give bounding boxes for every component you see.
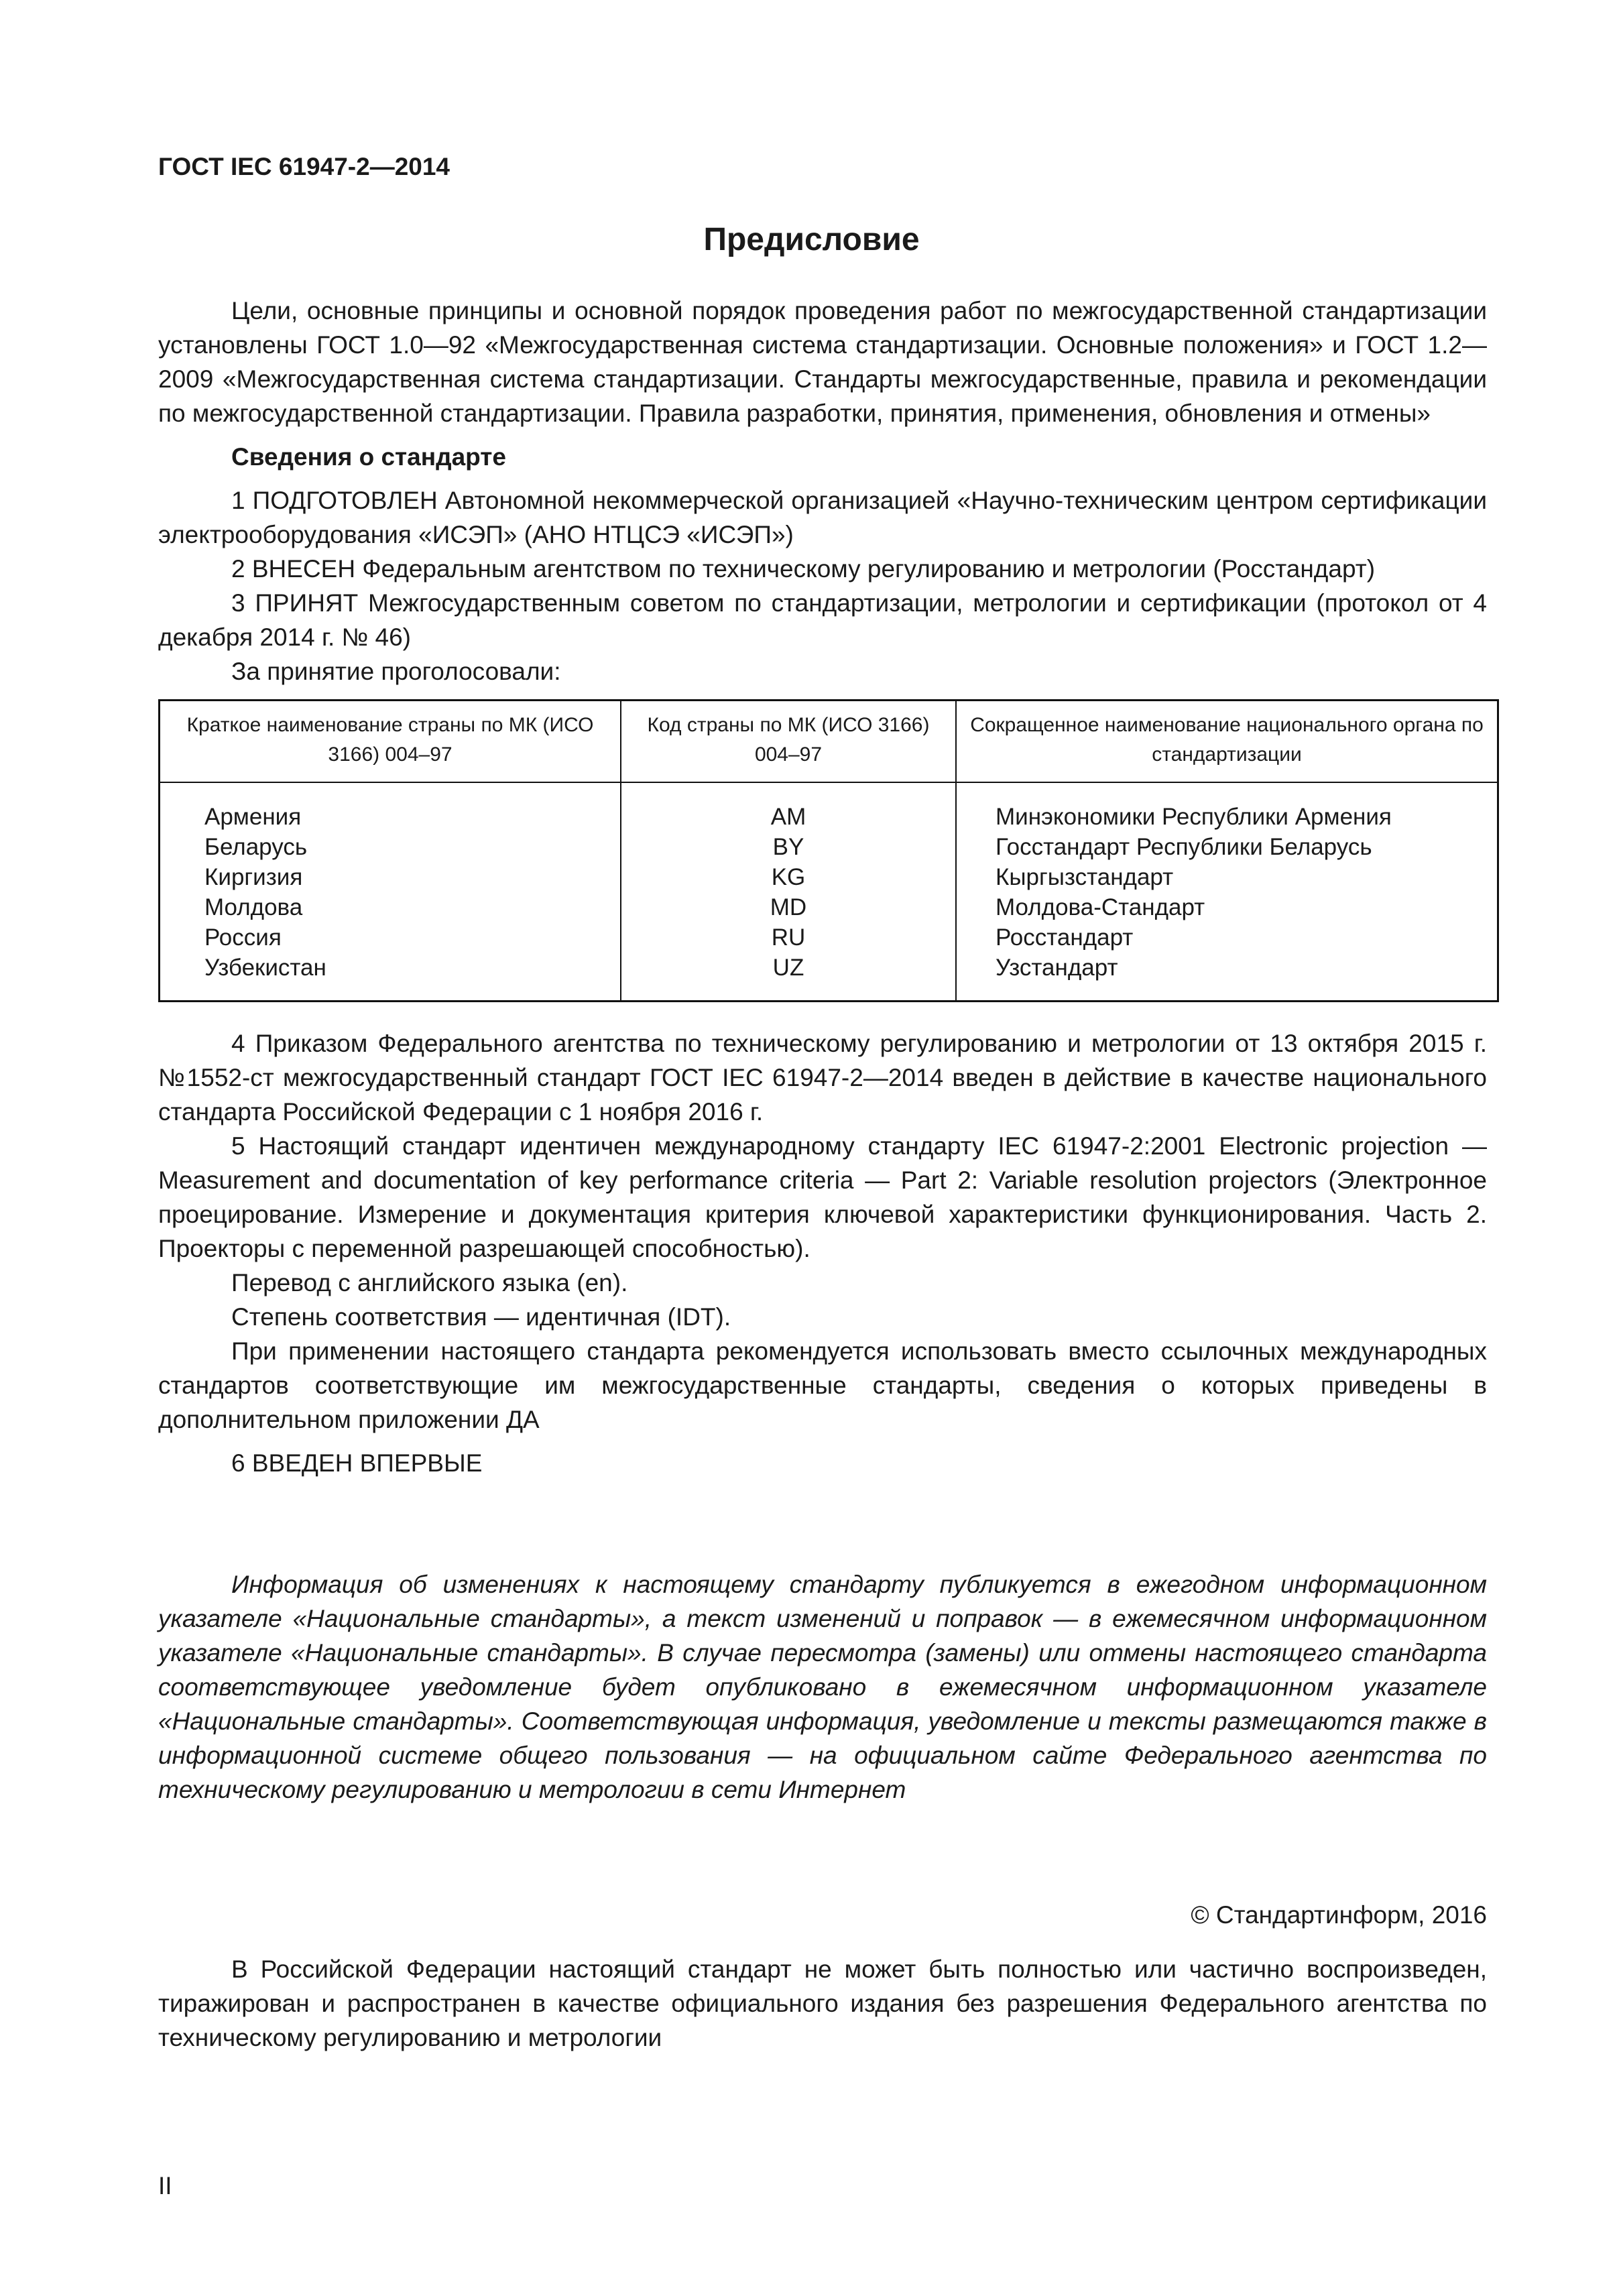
- authority-cell: Минэкономики Республики Армения: [996, 804, 1392, 830]
- code-cell: MD: [621, 892, 956, 922]
- country-cell: Армения: [160, 802, 621, 832]
- item-4: 4 Приказом Федерального агентства по техническому регулированию и метрологии от 13 октября 2015 г. №1552-ст межгосударственный стандарт ГОСТ IEC 61947-2—2014 введен в действие в качестве национального стандарта Российской Федерации с 1 ноября 2016 г.: [158, 1030, 1487, 1126]
- translation-note: Перевод с английского языка (en).: [231, 1269, 628, 1296]
- code-cell: RU: [621, 922, 956, 953]
- table-row: [160, 892, 1498, 922]
- table-row: [160, 953, 1498, 1002]
- table-header-row: [160, 701, 1498, 783]
- footer-paragraph: В Российской Федерации настоящий стандарт не может быть полностью или частично воспроизведен, тиражирован и распространен в качестве официального издания без разрешения Федерального агентства по техническому регулированию и метрологии: [158, 1955, 1487, 2051]
- authority-cell: Госстандарт Республики Беларусь: [996, 834, 1372, 860]
- notice-block: [158, 1567, 1487, 1807]
- notice-paragraph: Информация об изменениях к настоящему стандарту публикуется в ежегодном информационном указателе «Национальные стандарты», а текст изменений и поправок — в ежемесячном информационном указателе «Национальные стандарты». В случае пересмотра (замены) или отмены настоящего стандарта соответствующее уведомление будет опубликовано в ежемесячном информационном указателе «Национальные стандарты». Соответствующая информация, уведомление и тексты размещаются также в информационной системе общего пользования — на официальном сайте Федерального агентства по техническому регулированию и метрологии в сети Интернет: [158, 1571, 1487, 1803]
- country-cell: Киргизия: [160, 862, 621, 892]
- code-cell: BY: [621, 832, 956, 862]
- code-cell: AM: [621, 802, 956, 832]
- code-cell: UZ: [621, 953, 956, 1002]
- column-header-code: Код страны по МК (ИСО 3166) 004–97: [621, 701, 956, 783]
- footer-block: [158, 1952, 1487, 2055]
- intro-paragraph: Цели, основные принципы и основной порядок проведения работ по межгосударственной стандартизации установлены ГОСТ 1.0—92 «Межгосударственная система стандартизации. Основные положения» и ГОСТ 1.2—2009 «Межгосударственная система стандартизации. Стандарты межгосударственные, правила и рекомендации по межгосударственной стандартизации. Правила разработки, принятия, применения, обновления и отмены»: [158, 297, 1487, 427]
- authority-cell: Узстандарт: [996, 955, 1118, 981]
- country-cell: Россия: [160, 922, 621, 953]
- page-number: II: [158, 2172, 172, 2199]
- table-row: [160, 922, 1498, 953]
- country-cell: Узбекистан: [160, 953, 621, 1002]
- item-5: 5 Настоящий стандарт идентичен международному стандарту IEC 61947-2:2001 Electronic projection — Measurement and documentation of key performance criteria — Part 2: Variable resolution projectors (Электронное проецирование. Измерение и документация критерия ключевой характеристики функционирования. Часть 2. Проекторы с переменной разрешающей способностью).: [158, 1132, 1487, 1262]
- item-6: 6 ВВЕДЕН ВПЕРВЫЕ: [231, 1449, 483, 1477]
- authority-cell: Кыргызстандарт: [996, 864, 1174, 890]
- voted-label: За принятие проголосовали:: [231, 658, 561, 685]
- page-title: Предисловие: [703, 222, 920, 257]
- document-code: ГОСТ IEC 61947-2—2014: [158, 153, 450, 180]
- item-3: 3 ПРИНЯТ Межгосударственным советом по стандартизации, метрологии и сертификации (протокол от 4 декабря 2014 г. № 46): [158, 589, 1487, 651]
- info-heading: Сведения о стандарте: [231, 443, 506, 471]
- code-cell: KG: [621, 862, 956, 892]
- table-row: [160, 832, 1498, 862]
- table-row: [160, 862, 1498, 892]
- column-header-authority: Сокращенное наименование национального органа по стандартизации: [956, 701, 1498, 783]
- authority-cell: Молдова-Стандарт: [996, 894, 1205, 920]
- references-note: При применении настоящего стандарта рекомендуется использовать вместо ссылочных международных стандартов соответствующие им межгосударственные стандарты, сведения о которых приведены в дополнительном приложении ДА: [158, 1337, 1487, 1433]
- copyright-line: © Стандартинформ, 2016: [1191, 1901, 1487, 1929]
- item-2: 2 ВНЕСЕН Федеральным агентством по техническому регулированию и метрологии (Росстандарт): [231, 555, 1376, 583]
- voting-table: [158, 699, 1499, 1002]
- degree-note: Степень соответствия — идентичная (IDT).: [231, 1303, 731, 1331]
- table-row: [160, 802, 1498, 832]
- item-1: 1 ПОДГОТОВЛЕН Автономной некоммерческой организацией «Научно-техническим центром сертификации электрооборудования «ИСЭП» (АНО НТЦСЭ «ИСЭП»): [158, 487, 1487, 548]
- country-cell: Беларусь: [160, 832, 621, 862]
- preface-body: [158, 294, 1487, 1480]
- country-cell: Молдова: [160, 892, 621, 922]
- column-header-country: Краткое наименование страны по МК (ИСО 3166) 004–97: [160, 701, 621, 783]
- authority-cell: Росстандарт: [996, 924, 1134, 951]
